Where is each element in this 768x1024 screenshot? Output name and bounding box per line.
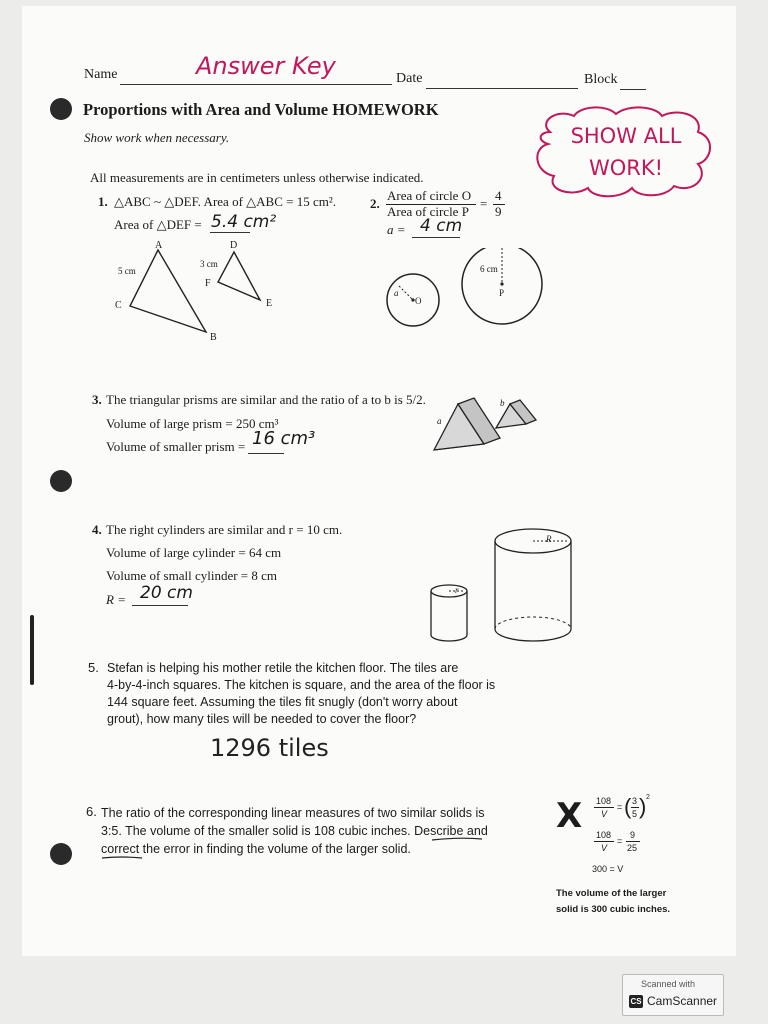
q1-text: △ABC ~ △DEF. Area of △ABC = 15 cm². — [114, 194, 336, 209]
q4-answer: 20 cm — [140, 583, 193, 603]
q6-work-bar1 — [594, 807, 614, 808]
binder-hole-2 — [50, 470, 72, 492]
date-label: Date — [396, 71, 423, 86]
block-label: Block — [584, 72, 618, 87]
q5-answer: 1296 tiles — [210, 734, 329, 762]
q6-line-2: 3:5. The volume of the smaller solid is 108 cubic inches. Describe and — [101, 824, 488, 838]
q2-ratio-den: 9 — [495, 204, 502, 219]
q2-denominator: Area of circle P — [387, 204, 469, 219]
q4-line2: Volume of small cylinder = 8 cm — [106, 568, 278, 583]
q3-prisms-figure — [428, 392, 548, 454]
binder-hole-3 — [50, 843, 72, 865]
q4-label-r: r — [455, 585, 459, 595]
q6-line-1: The ratio of the corresponding linear measures of two similar solids is — [101, 806, 485, 820]
q2-answer: 4 cm — [420, 216, 463, 236]
q5-line-1: Stefan is helping his mother retile the kitchen floor. The tiles are — [107, 661, 459, 675]
q5-text — [107, 660, 495, 728]
q3-answer-line — [248, 453, 284, 454]
q6-work-n1: 108 — [596, 796, 612, 806]
q1-side-3cm: 3 cm — [200, 259, 218, 269]
camscanner-stamp — [622, 974, 724, 1016]
q6-work-n3: 9 — [630, 830, 636, 840]
q1-answer: 5.4 cm² — [211, 212, 277, 232]
q6-work-d2: V — [601, 843, 608, 853]
instructions: All measurements are in centimeters unless otherwise indicated. — [90, 170, 424, 185]
q4-cylinders-figure — [428, 525, 578, 645]
name-label: Name — [84, 67, 118, 82]
q5-line-3: 144 square feet. Assuming the tiles fit snugly (don't worry about — [107, 695, 458, 709]
camscanner-logo-icon: CS — [630, 997, 642, 1006]
q1-label-C: C — [115, 300, 122, 311]
q6-work-paren-close: ) — [639, 794, 647, 819]
q6-work-eq2: = — [617, 836, 623, 846]
stamp-caption: Scanned with — [641, 979, 696, 989]
q2-number: 2. — [370, 196, 380, 211]
q6-number: 6. — [86, 804, 97, 819]
q1-answer-line — [210, 232, 250, 233]
q6-work-rd: 5 — [632, 809, 638, 819]
q3-number: 3. — [92, 392, 102, 407]
q6-conclusion-2: solid is 300 cubic inches. — [556, 904, 671, 915]
binder-hole-1 — [50, 98, 72, 120]
q5-number: 5. — [88, 660, 99, 675]
q3-text: The triangular prisms are similar and the ratio of a to b is 5/2. — [106, 392, 426, 407]
q4-ask: R = — [106, 592, 126, 607]
q6-work — [592, 796, 682, 880]
date-line — [426, 88, 578, 89]
name-line — [120, 84, 392, 85]
q3-ask: Volume of smaller prism = — [106, 439, 246, 454]
q6-work-rn: 3 — [632, 796, 638, 806]
q1-side-5cm: 5 cm — [118, 266, 136, 276]
q6-conclusion-1: The volume of the larger — [556, 888, 667, 899]
page-subtitle: Show work when necessary. — [84, 130, 230, 145]
q1-label-A: A — [155, 240, 163, 251]
page-edge-mark — [30, 615, 34, 685]
q4-number: 4. — [92, 522, 102, 537]
q2-label-P: P — [499, 288, 505, 298]
block-line — [620, 89, 646, 90]
q6-work-paren-open: ( — [624, 794, 632, 819]
q2-ask: a = — [387, 222, 406, 237]
show-all-work-text: SHOW ALL WORK! — [570, 124, 682, 180]
name-answer: Answer Key — [196, 52, 336, 80]
q6-underline-marks — [100, 836, 520, 862]
q6-line-3: correct the error in finding the volume of the larger solid. — [101, 842, 411, 856]
q6-work-n2: 108 — [596, 830, 612, 840]
q2-label-O: O — [415, 296, 422, 306]
q1-ask: Area of △DEF = — [114, 217, 202, 232]
q6-work-eq1: = — [617, 802, 623, 812]
q3-line1: Volume of large prism = 250 cm³ — [106, 416, 279, 431]
q3-label-a: a — [437, 416, 442, 426]
q1-number: 1. — [98, 194, 108, 209]
q4-line1: Volume of large cylinder = 64 cm — [106, 545, 282, 560]
q2-numerator: Area of circle O — [387, 188, 472, 203]
q2-label-a: a — [394, 288, 399, 298]
q1-label-D: D — [230, 240, 238, 251]
q2-label-6cm: 6 cm — [480, 264, 498, 274]
q1-label-B: B — [210, 332, 217, 343]
q6-work-bar2 — [594, 841, 614, 842]
q2-equals: = — [480, 196, 488, 211]
q2-answer-line — [412, 237, 460, 238]
q2-circles-figure — [385, 248, 555, 334]
q6-error-mark: X — [556, 796, 583, 836]
q6-work-rbar — [631, 807, 639, 808]
q3-label-b: b — [500, 398, 505, 408]
q2-ratio-num: 4 — [495, 188, 502, 203]
q3-answer: 16 cm³ — [252, 428, 316, 449]
q6-work-bar3 — [626, 841, 640, 842]
stamp-brand: CamScanner — [647, 994, 718, 1008]
q6-work-final: 300 = V — [592, 864, 624, 874]
q6-work-d1: V — [601, 809, 608, 819]
page-title: Proportions with Area and Volume HOMEWORK — [83, 100, 439, 119]
q6-work-d3: 25 — [627, 843, 638, 853]
q4-label-R: R — [546, 534, 552, 544]
q1-label-E: E — [266, 298, 273, 309]
q5-line-2: 4-by-4-inch squares. The kitchen is square, and the area of the floor is — [107, 678, 496, 692]
q5-line-4: grout), how many tiles will be needed to cover the floor? — [107, 712, 417, 726]
q4-answer-line — [132, 605, 188, 606]
q1-triangles-figure — [110, 238, 290, 346]
q1-label-F: F — [205, 278, 211, 289]
q6-work-exp: 2 — [646, 794, 650, 801]
q4-text: The right cylinders are similar and r = 10 cm. — [106, 522, 343, 537]
